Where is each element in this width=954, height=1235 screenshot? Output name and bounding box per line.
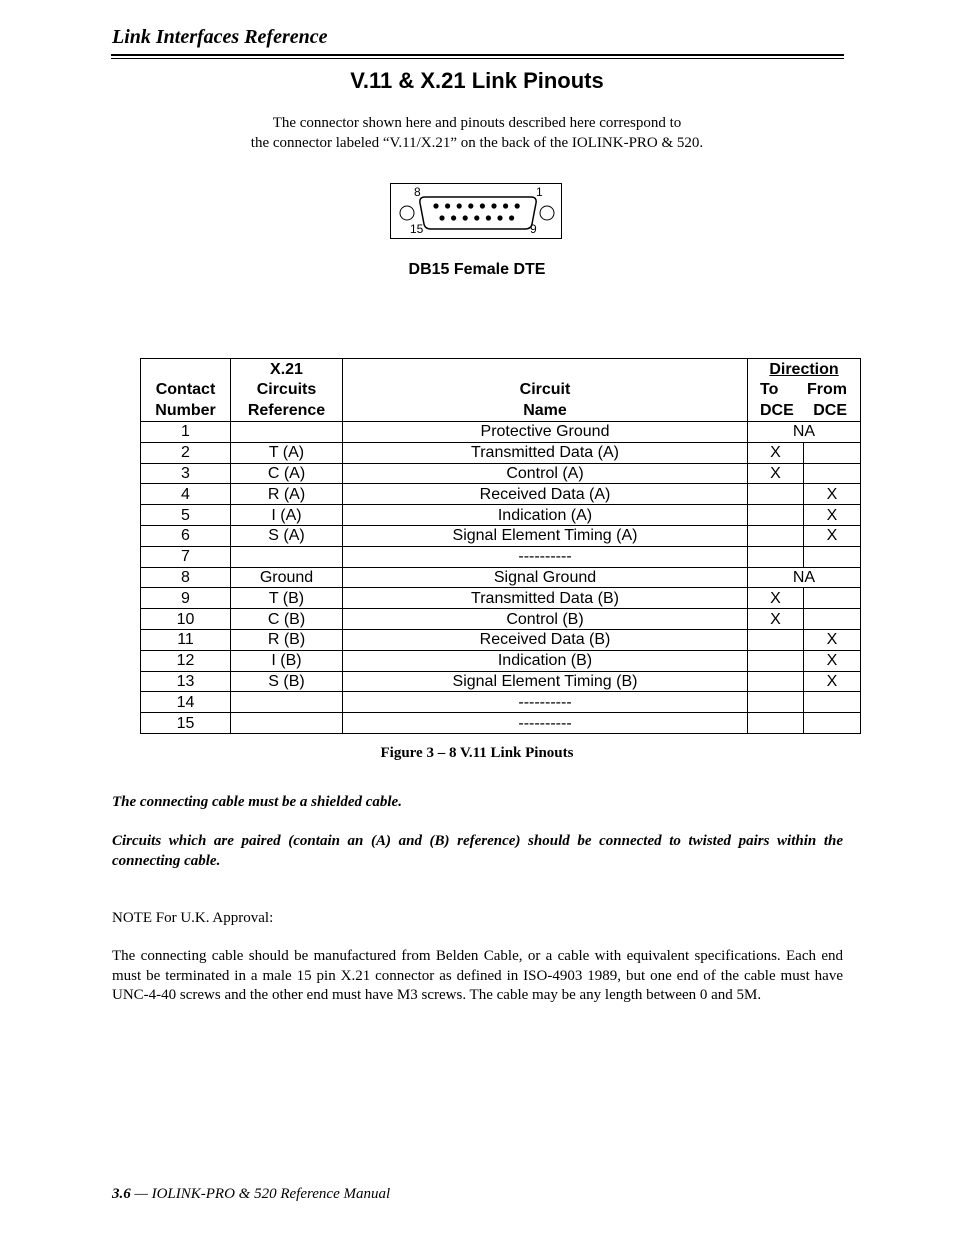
page-title: V.11 & X.21 Link Pinouts [350,68,604,93]
direction-to-dce-cell [748,546,804,567]
direction-from-dce: DCE [813,401,847,419]
connector-pin [463,215,468,220]
direction-to-dce-cell: X [748,609,804,630]
direction-from-dce-cell [804,609,861,630]
connector-pin [439,215,444,220]
table-row [141,650,861,671]
circuit-name-cell: Signal Element Timing (A) [343,525,748,546]
pinout-table [140,358,861,734]
connector-pin [503,203,508,208]
page-number: 3.6 [112,1186,131,1202]
circuit-name-cell: Control (A) [343,463,748,484]
direction-from-dce-cell: X [804,629,861,650]
page-footer [112,1186,390,1203]
left-screw-hole [400,206,414,220]
direction-from-dce-cell: X [804,650,861,671]
direction-from-dce-cell [804,713,861,734]
direction-from: From [807,381,847,398]
d-shell-outline [420,197,536,229]
table-row [141,671,861,692]
x21-reference-cell: S (A) [231,525,343,546]
contact-number-cell: 1 [141,422,231,443]
connector-pin [509,215,514,220]
header-text: Contact [155,381,216,398]
circuit-name-cell: Protective Ground [343,422,748,443]
figure-caption: Figure 3 – 8 V.11 Link Pinouts [380,745,574,761]
circuit-name-cell: Control (B) [343,609,748,630]
connector-pin [474,215,479,220]
intro-text [0,114,954,153]
table-row [141,609,861,630]
header-text: Circuit [519,381,571,398]
table-row [141,442,861,463]
x21-reference-cell: Ground [231,567,343,588]
direction-from-dce-cell [804,546,861,567]
table-row [141,463,861,484]
direction-to-dce-cell [748,650,804,671]
direction-to-dce-cell: X [748,588,804,609]
direction-from-dce-cell [804,442,861,463]
direction-from-dce-cell: X [804,525,861,546]
uk-approval-heading: NOTE For U.K. Approval: [112,910,274,926]
connector-pin [515,203,520,208]
right-screw-hole [540,206,554,220]
contact-number-cell: 2 [141,442,231,463]
circuit-name-cell: Indication (A) [343,505,748,526]
x21-reference-cell: I (B) [231,650,343,671]
table-row [141,629,861,650]
contact-number-cell: 6 [141,525,231,546]
direction-to-dce-cell [748,505,804,526]
direction-from-dce-cell: X [804,484,861,505]
header-text: Number [155,401,216,419]
intro-line-2: the connector labeled “V.11/X.21” on the back of the IOLINK-PRO & 520. [250,134,704,151]
connector-caption: DB15 Female DTE [408,261,546,278]
header-circuit-name [343,359,748,422]
connector-pin [451,215,456,220]
header-rule [111,54,844,56]
direction-to-dce: DCE [760,401,794,419]
direction-to-dce-cell [748,671,804,692]
header-text: Name [523,401,567,419]
direction-na-cell: NA [748,567,861,588]
direction-to-dce-cell [748,484,804,505]
contact-number-cell: 15 [141,713,231,734]
circuit-name-cell: Transmitted Data (B) [343,588,748,609]
pin-array [433,203,519,220]
x21-reference-cell: I (A) [231,505,343,526]
x21-reference-cell [231,713,343,734]
table-row [141,692,861,713]
direction-title: Direction [769,360,839,378]
connector-pin [468,203,473,208]
contact-number-cell: 4 [141,484,231,505]
direction-to-dce-cell: X [748,442,804,463]
x21-reference-cell [231,422,343,443]
connector-pin [491,203,496,208]
db15-connector-diagram [390,183,562,239]
circuit-name-cell: Signal Ground [343,567,748,588]
table-row [141,484,861,505]
x21-reference-cell: T (B) [231,588,343,609]
uk-approval-body: The connecting cable should be manufactured from Belden Cable, or a cable with equivalent specifications. Each end must be terminated in a male 15 pin X.21 connector as defined in ISO-4903 1989, but one end of the cable must have UNC-4-40 screws and the other end must have M3 screws. The cable may be any length between 0 and 5M. [112,948,843,1003]
connector-pin [445,203,450,208]
running-head: Link Interfaces Reference [112,26,328,48]
x21-reference-cell: C (B) [231,609,343,630]
direction-to-dce-cell [748,629,804,650]
contact-number-cell: 3 [141,463,231,484]
direction-from-dce-cell: X [804,671,861,692]
contact-number-cell: 8 [141,567,231,588]
twisted-pairs-note: Circuits which are paired (contain an (A) and (B) reference) should be connected to twisted pairs within the connecting cable. [112,833,843,869]
pin-label-9: 9 [530,222,537,236]
direction-from-dce-cell [804,463,861,484]
header-text: Reference [247,401,326,419]
table-row [141,422,861,443]
direction-to-dce-cell: X [748,463,804,484]
direction-from-dce-cell: X [804,505,861,526]
connector-pin [497,215,502,220]
circuit-name-cell: ---------- [343,692,748,713]
contact-number-cell: 7 [141,546,231,567]
pin-label-8: 8 [414,185,421,199]
header-text: X.21 [270,360,303,378]
contact-number-cell: 10 [141,609,231,630]
table-row [141,588,861,609]
contact-number-cell: 13 [141,671,231,692]
circuit-name-cell: Received Data (B) [343,629,748,650]
circuit-name-cell: ---------- [343,546,748,567]
x21-reference-cell: R (B) [231,629,343,650]
x21-reference-cell: T (A) [231,442,343,463]
pinout-table-body [141,422,861,734]
x21-reference-cell [231,692,343,713]
circuit-name-cell: Signal Element Timing (B) [343,671,748,692]
table-row [141,505,861,526]
circuit-name-cell: Indication (B) [343,650,748,671]
pin-label-15: 15 [410,222,424,236]
direction-from-dce-cell [804,692,861,713]
header-rule-thin [111,58,844,59]
table-row [141,713,861,734]
table-row [141,546,861,567]
table-header-row [141,359,861,422]
circuit-name-cell: ---------- [343,713,748,734]
circuit-name-cell: Received Data (A) [343,484,748,505]
x21-reference-cell [231,546,343,567]
header-text: Circuits [256,381,317,398]
header-x21-reference [231,359,343,422]
pin-label-1: 1 [536,185,543,199]
manual-title: IOLINK-PRO & 520 Reference Manual [151,1186,391,1202]
direction-to-dce-cell [748,713,804,734]
x21-reference-cell: R (A) [231,484,343,505]
contact-number-cell: 14 [141,692,231,713]
connector-pin [480,203,485,208]
connector-pin [457,203,462,208]
contact-number-cell: 9 [141,588,231,609]
shielded-cable-note: The connecting cable must be a shielded cable. [112,794,402,810]
contact-number-cell: 5 [141,505,231,526]
header-direction [748,359,861,422]
contact-number-cell: 11 [141,629,231,650]
connector-pin [486,215,491,220]
connector-pin [433,203,438,208]
direction-to-dce-cell [748,525,804,546]
footer-separator: — [130,1186,152,1202]
header-contact-number [141,359,231,422]
direction-to-dce-cell [748,692,804,713]
x21-reference-cell: C (A) [231,463,343,484]
direction-to: To [760,381,779,398]
direction-from-dce-cell [804,588,861,609]
circuit-name-cell: Transmitted Data (A) [343,442,748,463]
contact-number-cell: 12 [141,650,231,671]
table-row [141,525,861,546]
x21-reference-cell: S (B) [231,671,343,692]
intro-line-1: The connector shown here and pinouts described here correspond to [272,115,682,131]
direction-na-cell: NA [748,422,861,443]
table-row [141,567,861,588]
